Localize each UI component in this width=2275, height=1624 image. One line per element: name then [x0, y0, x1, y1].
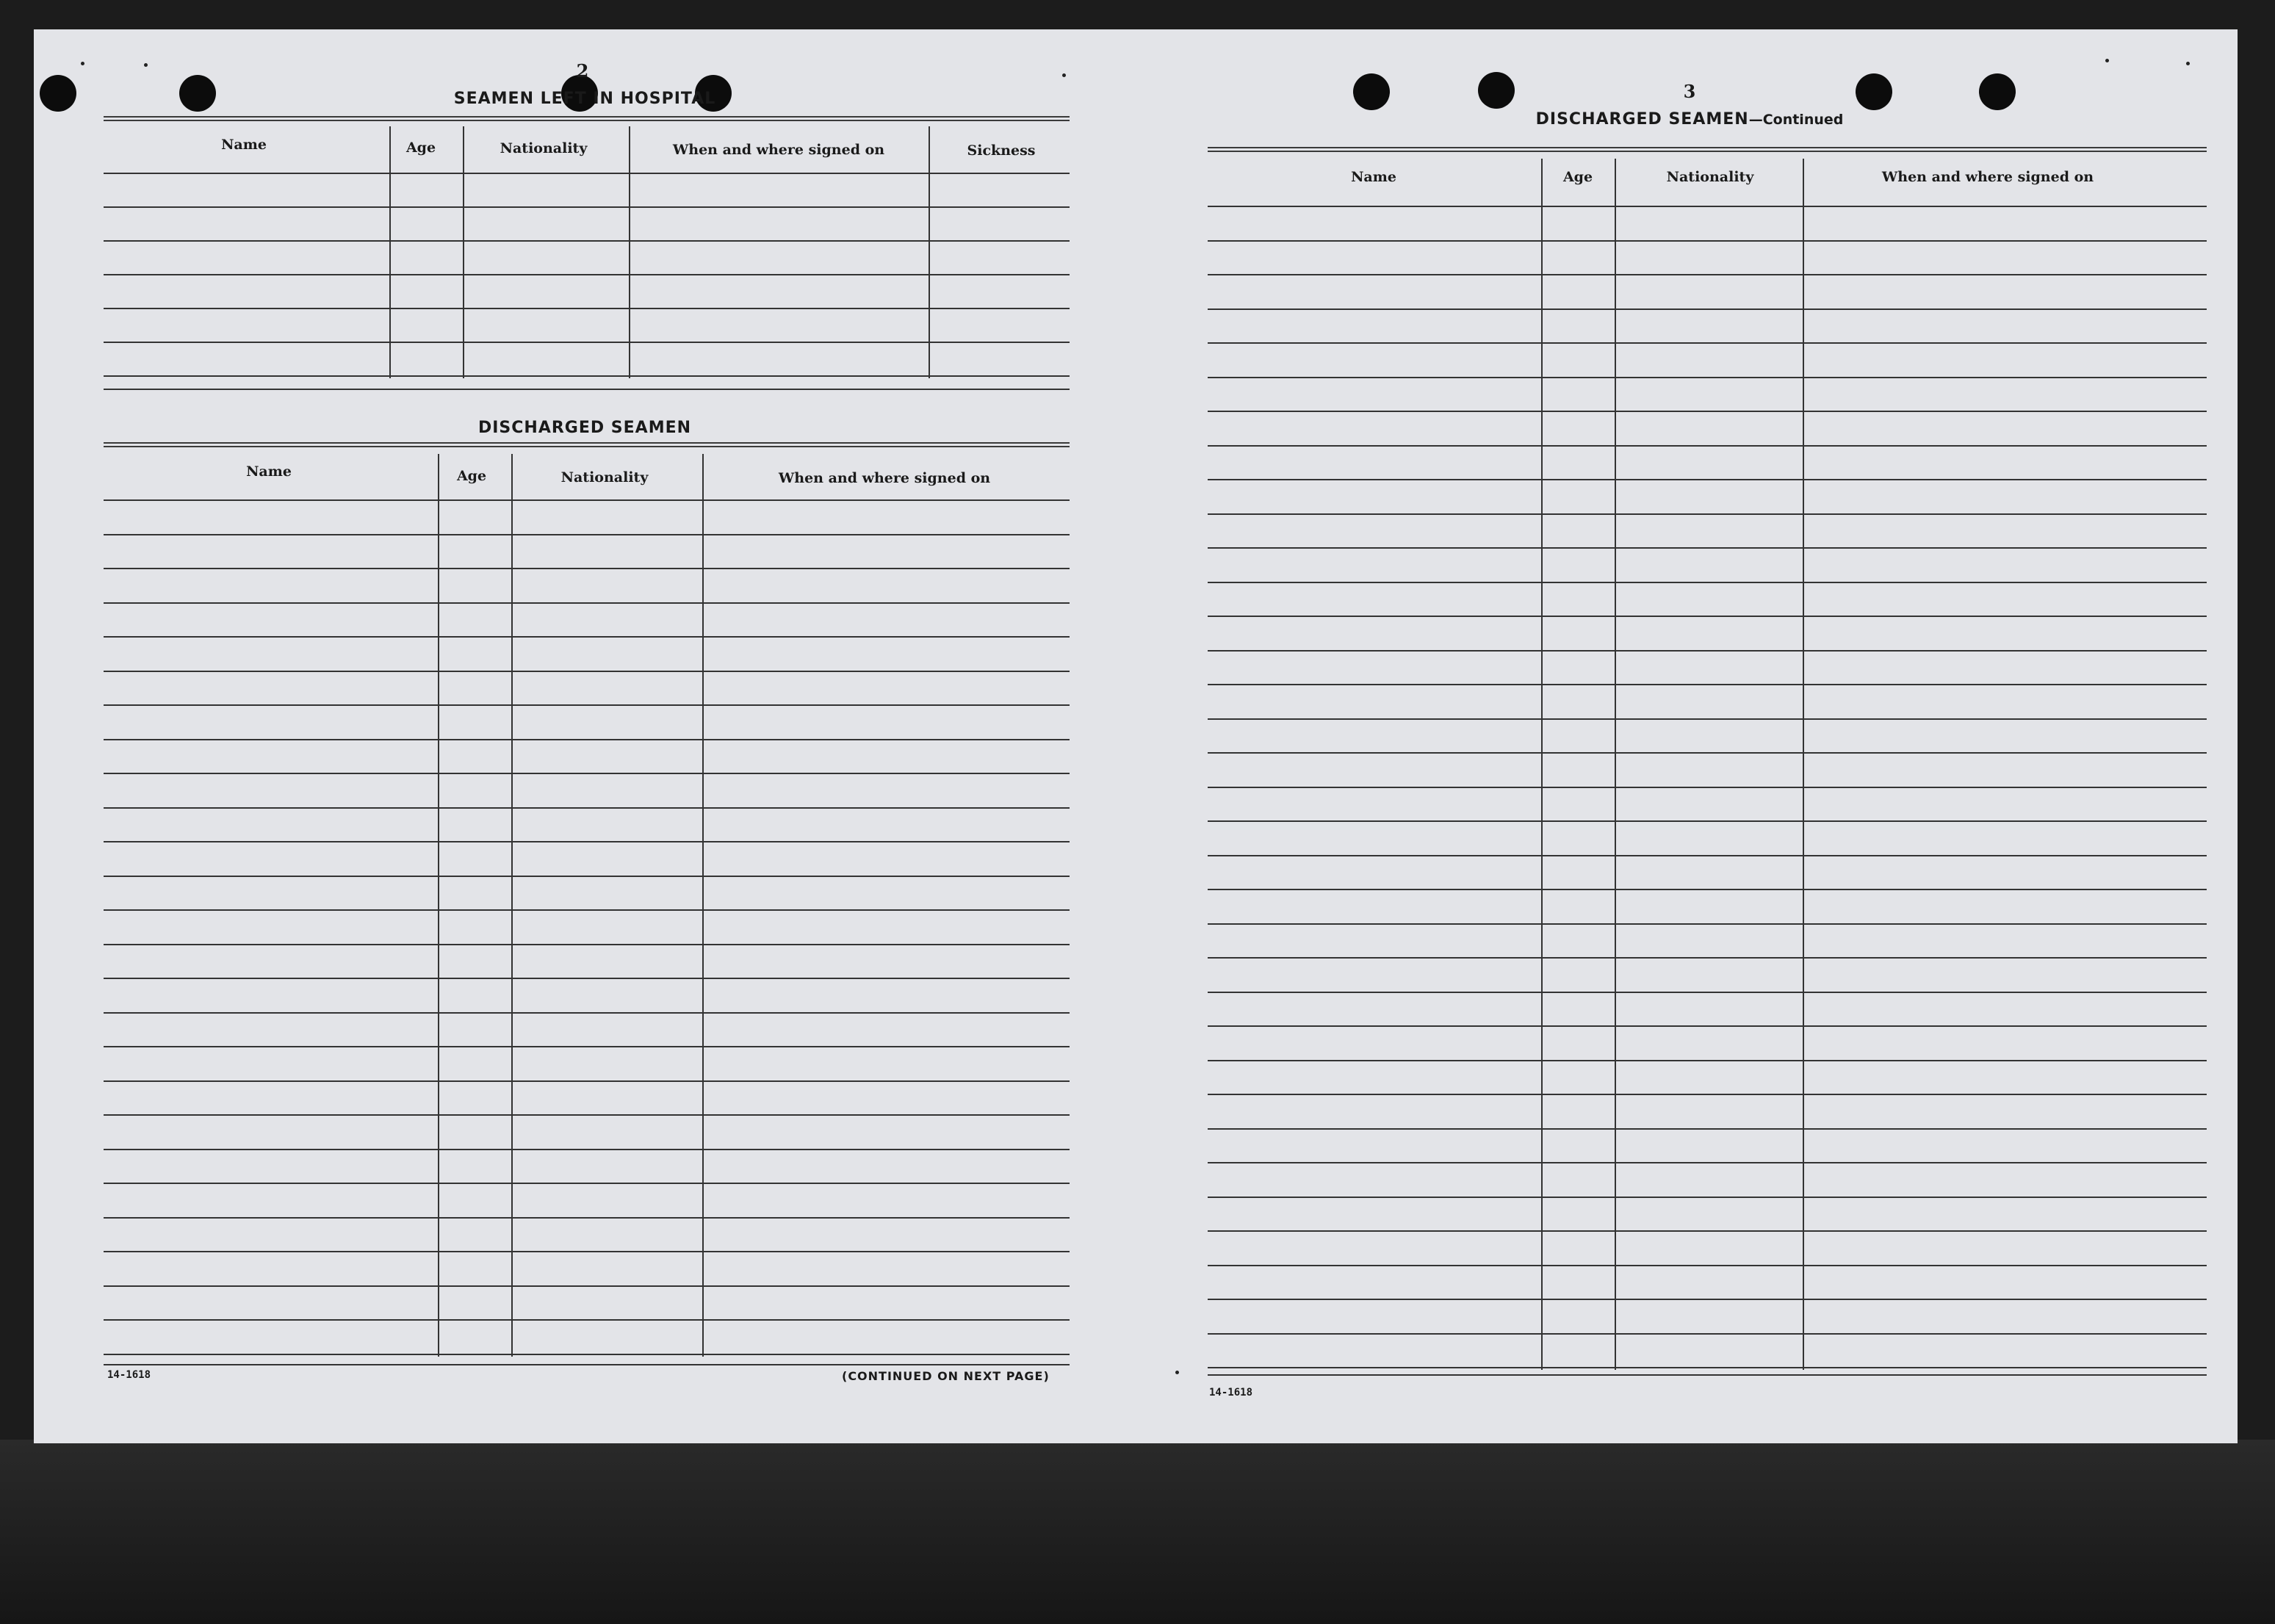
scan-speck — [1062, 73, 1066, 77]
hospital-table-row-line — [104, 240, 1070, 242]
discharged-table-row-line — [104, 602, 1070, 604]
hospital-table-column-divider — [629, 126, 630, 378]
continued-note: (CONTINUED ON NEXT PAGE) — [842, 1369, 1050, 1383]
continued-table-row-line — [1208, 1025, 2207, 1027]
hospital-table-row-line — [104, 206, 1070, 208]
continued-table-row-line — [1208, 1333, 2207, 1335]
continued-table-row-line — [1208, 957, 2207, 959]
punch-hole — [1979, 73, 2016, 110]
discharged-table-row-line — [104, 944, 1070, 945]
punch-hole — [1353, 73, 1390, 110]
continued-table-row-line — [1208, 1128, 2207, 1130]
continued-table-header-underline — [1208, 206, 2207, 207]
continued-col-when-where: When and where signed on — [1881, 169, 2094, 185]
discharged-table-row-line — [104, 1149, 1070, 1150]
discharged-continued-title — [1536, 110, 1844, 129]
continued-table-row-line — [1208, 1299, 2207, 1300]
discharged-col-nationality: Nationality — [560, 469, 649, 486]
hospital-table-closing-rule — [104, 389, 1070, 390]
discharged-col-name: Name — [246, 463, 292, 480]
page-number: 3 — [1683, 81, 1696, 102]
continued-table-row-line — [1208, 855, 2207, 856]
continued-table-row-line — [1208, 1060, 2207, 1061]
discharged-table-row-line — [104, 1217, 1070, 1219]
continued-table-row-line — [1208, 582, 2207, 583]
hospital-table-row-line — [104, 375, 1070, 377]
discharged-table-column-divider — [438, 454, 439, 1357]
continued-table-column-divider — [1615, 159, 1616, 1370]
discharged-table-column-divider — [702, 454, 704, 1357]
form-number: 14-1618 — [1209, 1387, 1253, 1399]
continued-table-row-line — [1208, 1367, 2207, 1368]
discharged-table-row-line — [104, 1285, 1070, 1287]
hospital-table-row-line — [104, 308, 1070, 309]
discharged-table-row-line — [104, 1046, 1070, 1047]
hospital-col-name: Name — [221, 137, 267, 153]
discharged-table-row-line — [104, 1080, 1070, 1082]
hospital-table-column-divider — [389, 126, 391, 378]
continued-table-row-line — [1208, 1094, 2207, 1095]
discharged-header-rule — [104, 442, 1070, 447]
discharged-table-row-line — [104, 1114, 1070, 1116]
continued-table-row-line — [1208, 1197, 2207, 1198]
hospital-col-when-where: When and where signed on — [672, 142, 885, 158]
page-number: 2 — [576, 60, 589, 82]
discharged-col-age: Age — [456, 468, 487, 484]
title-main: DISCHARGED SEAMEN — [1535, 110, 1749, 129]
hospital-col-age: Age — [405, 140, 436, 156]
continued-table-row-line — [1208, 377, 2207, 378]
continued-table-row-line — [1208, 513, 2207, 515]
continued-table-closing-rule — [1208, 1374, 2207, 1376]
hospital-table-column-divider — [929, 126, 930, 378]
hospital-section-title: SEAMEN LEFT IN HOSPITAL — [453, 90, 716, 108]
continued-table-row-line — [1208, 684, 2207, 685]
discharged-section-title: DISCHARGED SEAMEN — [477, 419, 692, 437]
punch-hole — [1856, 73, 1892, 110]
continued-table-row-line — [1208, 445, 2207, 447]
discharged-table-row-line — [104, 876, 1070, 877]
discharged-table-row-line — [104, 909, 1070, 911]
scan-background — [0, 1440, 2275, 1624]
continued-table-row-line — [1208, 923, 2207, 925]
continued-col-nationality: Nationality — [1666, 169, 1754, 185]
continued-table-row-line — [1208, 992, 2207, 993]
scan-speck — [1175, 1371, 1179, 1374]
hospital-table-header-underline — [104, 173, 1070, 174]
continued-table-row-line — [1208, 274, 2207, 275]
discharged-table-row-line — [104, 1251, 1070, 1252]
discharged-table-row-line — [104, 1012, 1070, 1014]
continued-table-row-line — [1208, 411, 2207, 412]
continued-table-row-line — [1208, 479, 2207, 480]
continued-table-row-line — [1208, 1265, 2207, 1266]
discharged-table-row-line — [104, 534, 1070, 535]
ledger-sheet — [34, 29, 2238, 1443]
continued-table-row-line — [1208, 718, 2207, 720]
punch-hole — [40, 75, 76, 112]
scan-speck — [2186, 62, 2190, 65]
title-suffix: —Continued — [1748, 112, 1844, 128]
discharged-table-row-line — [104, 841, 1070, 842]
continued-table-row-line — [1208, 787, 2207, 788]
hospital-header-rule — [104, 116, 1070, 121]
hospital-col-nationality: Nationality — [500, 140, 588, 156]
discharged-table-row-line — [104, 807, 1070, 809]
discharged-table-row-line — [104, 739, 1070, 740]
continued-table-row-line — [1208, 1230, 2207, 1232]
discharged-table-header-underline — [104, 499, 1070, 501]
continued-table-column-divider — [1541, 159, 1543, 1370]
continued-table-row-line — [1208, 1162, 2207, 1163]
discharged-table-row-line — [104, 1354, 1070, 1355]
punch-hole — [1478, 72, 1515, 109]
discharged-table-row-line — [104, 568, 1070, 569]
continued-table-row-line — [1208, 889, 2207, 890]
continued-table-row-line — [1208, 820, 2207, 822]
continued-table-row-line — [1208, 650, 2207, 652]
discharged-table-row-line — [104, 978, 1070, 979]
discharged-table-row-line — [104, 671, 1070, 672]
scan-speck — [2105, 59, 2109, 62]
scan-speck — [81, 62, 84, 65]
continued-header-rule — [1208, 147, 2207, 152]
continued-col-name: Name — [1351, 169, 1396, 185]
discharged-table-row-line — [104, 636, 1070, 638]
form-number: 14-1618 — [107, 1369, 151, 1381]
continued-table-row-line — [1208, 308, 2207, 310]
hospital-table-row-line — [104, 274, 1070, 275]
continued-table-row-line — [1208, 342, 2207, 344]
punch-hole — [179, 75, 216, 112]
discharged-table-row-line — [104, 1319, 1070, 1321]
discharged-table-closing-rule — [104, 1364, 1070, 1365]
discharged-table-row-line — [104, 704, 1070, 706]
continued-table-row-line — [1208, 752, 2207, 754]
continued-table-row-line — [1208, 547, 2207, 549]
continued-table-row-line — [1208, 616, 2207, 617]
discharged-table-row-line — [104, 773, 1070, 774]
continued-table-column-divider — [1803, 159, 1804, 1370]
hospital-col-sickness: Sickness — [967, 142, 1036, 159]
continued-table-row-line — [1208, 240, 2207, 242]
continued-col-age: Age — [1562, 169, 1593, 185]
discharged-table-column-divider — [511, 454, 513, 1357]
discharged-col-when-where: When and where signed on — [778, 470, 991, 486]
hospital-table-column-divider — [463, 126, 464, 378]
discharged-table-row-line — [104, 1183, 1070, 1184]
hospital-table-row-line — [104, 342, 1070, 343]
scan-speck — [144, 63, 148, 67]
